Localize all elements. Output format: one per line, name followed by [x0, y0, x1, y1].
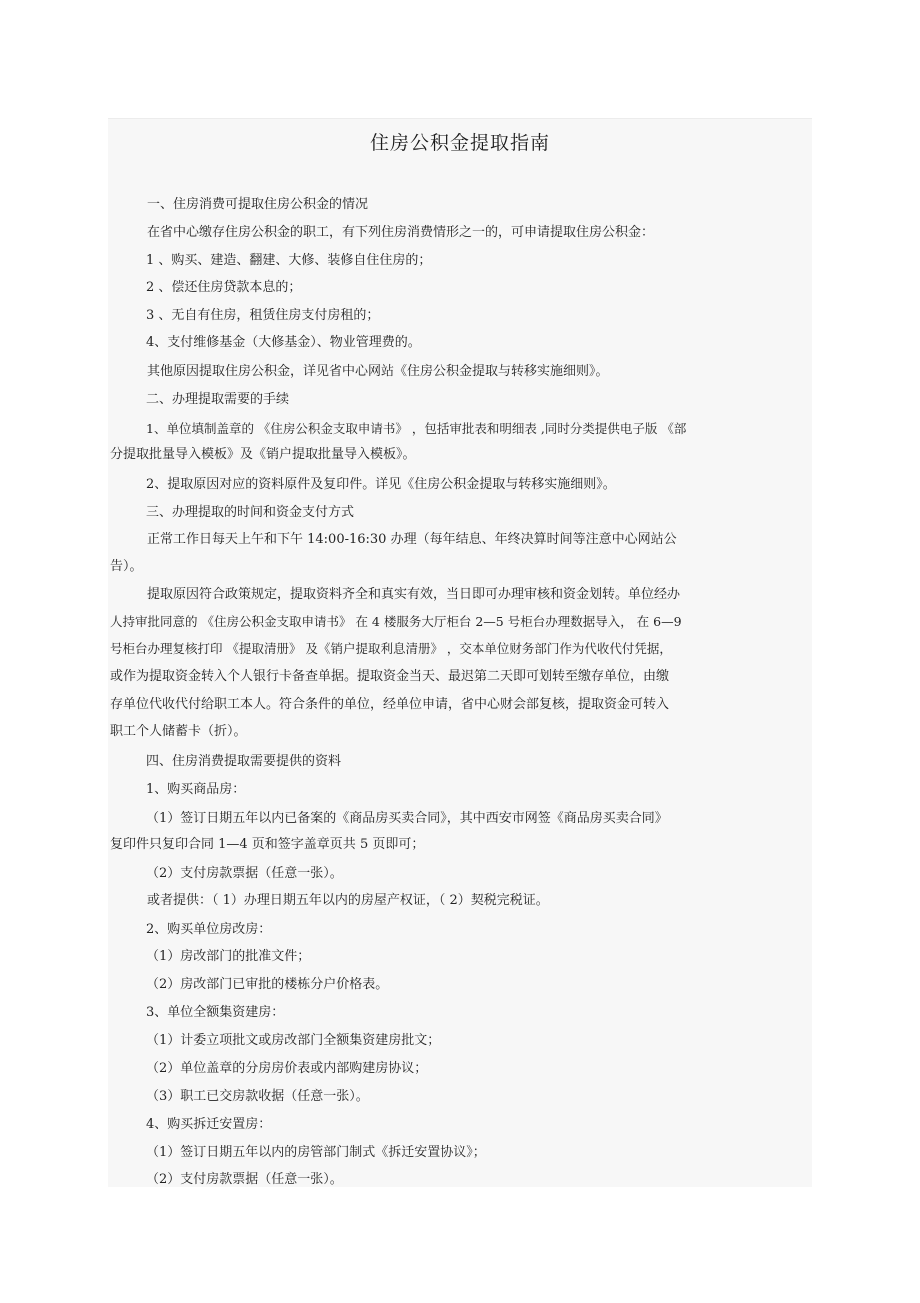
list-item: （1）签订日期五年以内的房管部门制式《拆迁安置协议》； [146, 1145, 486, 1160]
paragraph-line: 号柜台办理复核打印 《提取清册》 及《销户提取利息清册》 ，交本单位财务部门作为代收代付凭据， [110, 641, 672, 656]
list-item: 3 、无自有住房，租赁住房支付房租的； [146, 308, 380, 323]
list-item: 复印件只复印合同 1—4 页和签字盖章页共 5 页即可； [110, 837, 425, 852]
paragraph-line: 告）。 [110, 559, 143, 574]
paragraph-line: 或作为提取资金转入个人银行卡备查单据。提取资金当天、最迟第二天即可划转至缴存单位，由缴 [110, 669, 670, 684]
list-item: （1）房改部门的批准文件； [146, 949, 311, 964]
paragraph-line: 人持审批同意的 《住房公积金支取申请书》 在 4 楼服务大厅柜台 2—5 号柜台办理数据导入， 在 6—9 [110, 614, 682, 629]
list-item: （1）计委立项批文或房改部门全额集资建房批文； [146, 1033, 441, 1048]
paragraph-line: 在省中心缴存住房公积金的职工，有下列住房消费情形之一的，可申请提取住房公积金： [147, 225, 655, 240]
subsection-heading: 2、购买单位房改房： [146, 922, 272, 937]
subsection-heading: 3、单位全额集资建房： [146, 1005, 285, 1020]
paragraph-line: 其他原因提取住房公积金，详见省中心网站《住房公积金提取与转移实施细则》。 [147, 364, 609, 379]
list-item: （3）职工已交房款收据（任意一张）。 [146, 1089, 369, 1104]
paragraph-line: 存单位代收代付给职工本人。符合条件的单位，经单位申请，省中心财会部复核，提取资金可转入 [110, 697, 670, 712]
paragraph-line: 正常工作日每天上午和下午 14:00-16:30 办理（每年结息、年终决算时间等注意中心网站公 [147, 532, 677, 547]
document-title: 住房公积金提取指南 [369, 132, 550, 154]
list-item: （1）签订日期五年以内已备案的《商品房买卖合同》，其中西安市网签《商品房买卖合同》 [146, 811, 668, 826]
list-item: 4、支付维修基金（大修基金）、物业管理费的。 [146, 335, 421, 350]
list-item: 或者提供：（ 1）办理日期五年以内的房屋产权证，（ 2）契税完税证。 [147, 893, 549, 908]
subsection-heading: 4、购买拆迁安置房： [146, 1117, 272, 1132]
paragraph-line: 2、提取原因对应的资料原件及复印件。详见《住房公积金提取与转移实施细则》。 [146, 477, 616, 492]
list-item: （2）单位盖章的分房房价表或内部购建房协议； [146, 1061, 428, 1076]
section-heading: 三、办理提取的时间和资金支付方式 [146, 505, 355, 520]
list-item: （2）房改部门已审批的楼栋分户价格表。 [146, 977, 389, 992]
list-item: 1 、购买、建造、翻建、大修、装修自住住房的； [146, 253, 432, 268]
list-item: 2 、偿还住房贷款本息的； [146, 280, 302, 295]
paragraph-line: 1、单位填制盖章的 《住房公积金支取申请书》 ，包括审批表和明细表 ,同时分类提供电子版 《部 [146, 421, 687, 436]
paragraph-line: 职工个人储蓄卡（折）。 [110, 724, 247, 739]
subsection-heading: 1、购买商品房： [146, 782, 246, 797]
paragraph-line: 分提取批量导入模板》及《销户提取批量导入模板》。 [110, 447, 416, 462]
section-heading: 四、住房消费提取需要提供的资料 [146, 754, 342, 769]
section-heading: 二、办理提取需要的手续 [146, 392, 290, 407]
list-item: （2）支付房款票据（任意一张）。 [146, 866, 343, 881]
paragraph-line: 提取原因符合政策规定，提取资料齐全和真实有效，当日即可办理审核和资金划转。单位经办 [147, 587, 681, 602]
list-item: （2）支付房款票据（任意一张）。 [146, 1172, 343, 1187]
section-heading: 一、住房消费可提取住房公积金的情况 [147, 197, 369, 212]
